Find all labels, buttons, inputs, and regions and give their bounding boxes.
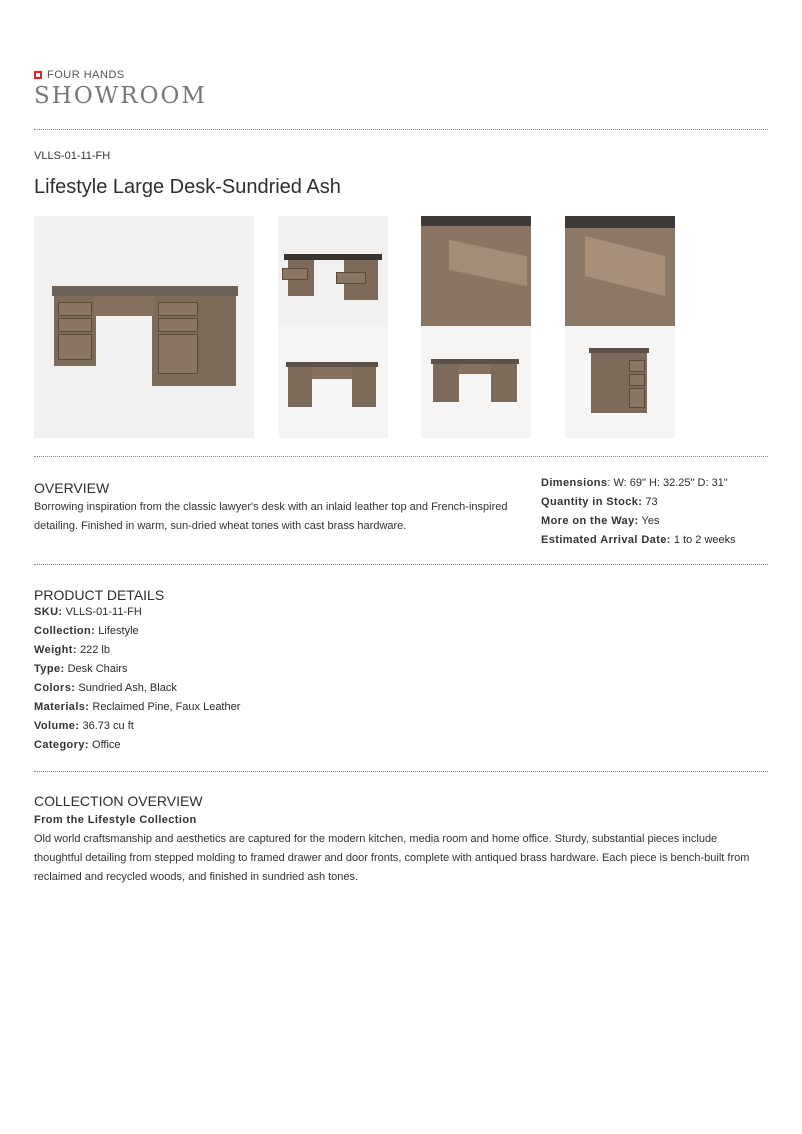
spec-dimensions xyxy=(541,474,771,493)
spec-value: 73 xyxy=(645,496,658,508)
details-list xyxy=(34,603,768,755)
detail-row xyxy=(34,717,768,736)
overview-heading: OVERVIEW xyxy=(34,480,110,496)
detail-label: Collection: xyxy=(34,625,96,637)
detail-label: Category: xyxy=(34,739,89,751)
product-image-tray-right[interactable] xyxy=(565,216,675,326)
detail-row xyxy=(34,641,768,660)
spec-value: 1 to 2 weeks xyxy=(673,534,736,546)
detail-label: Type: xyxy=(34,663,65,675)
detail-label: SKU: xyxy=(34,606,63,618)
spec-label: More on the Way: xyxy=(541,515,639,527)
detail-row xyxy=(34,603,768,622)
product-image-side[interactable] xyxy=(565,326,675,438)
detail-row xyxy=(34,698,768,717)
collection-text: Old world craftsmanship and aesthetics are captured for the modern kitchen, media room and home office. Sturdy, substantial pieces include thoughtful detailing from stepped molding to framed drawer and door fronts, complete with antiqued brass hardware. Each piece is bench-built from reclaimed and recycled woods, and finished in sundried ash tones. xyxy=(34,833,750,883)
product-image-front[interactable] xyxy=(278,326,388,438)
detail-row xyxy=(34,622,768,641)
detail-row xyxy=(34,660,768,679)
detail-value: Reclaimed Pine, Faux Leather xyxy=(92,701,241,713)
collection-section xyxy=(34,772,768,887)
spec-label: Estimated Arrival Date: xyxy=(541,534,671,546)
product-details-section xyxy=(34,565,768,771)
divider xyxy=(34,129,768,130)
page-title: Lifestyle Large Desk-Sundried Ash xyxy=(34,176,341,198)
specs-panel xyxy=(541,474,771,550)
brand-top xyxy=(34,69,768,81)
spec-value: : W: 69" H: 32.25" D: 31" xyxy=(607,477,728,489)
detail-value: Desk Chairs xyxy=(67,663,128,675)
spec-label: Dimensions xyxy=(541,477,608,489)
overview-text: Borrowing inspiration from the classic lawyer's desk with an inlaid leather top and French-inspired detailing. Finished in warm, sun-dried wheat tones with cast brass hardware. xyxy=(34,501,508,532)
detail-value: 36.73 cu ft xyxy=(82,720,134,732)
overview-section xyxy=(34,457,768,564)
product-image-tray-left[interactable] xyxy=(421,216,531,326)
brand-name: SHOWROOM xyxy=(34,83,207,109)
detail-value: Lifestyle xyxy=(98,625,139,637)
collection-heading: COLLECTION OVERVIEW xyxy=(34,793,203,809)
detail-value: VLLS-01-11-FH xyxy=(65,606,142,618)
detail-value: Office xyxy=(92,739,121,751)
collection-subheading: From the Lifestyle Collection xyxy=(34,814,197,826)
detail-label: Weight: xyxy=(34,644,77,656)
image-gallery xyxy=(34,216,768,438)
detail-value: 222 lb xyxy=(80,644,110,656)
spec-label: Quantity in Stock: xyxy=(541,496,643,508)
spec-more-on-way xyxy=(541,512,771,531)
detail-label: Volume: xyxy=(34,720,80,732)
brand-logo-icon xyxy=(34,71,42,79)
spec-quantity xyxy=(541,493,771,512)
product-image-drawers-open[interactable] xyxy=(278,216,388,326)
spec-arrival xyxy=(541,531,771,550)
spec-value: Yes xyxy=(641,515,660,527)
detail-value: Sundried Ash, Black xyxy=(78,682,177,694)
detail-label: Materials: xyxy=(34,701,90,713)
brand-top-label: FOUR HANDS xyxy=(47,69,125,81)
detail-row xyxy=(34,736,768,755)
page xyxy=(34,64,768,887)
detail-label: Colors: xyxy=(34,682,76,694)
product-image-back[interactable] xyxy=(421,326,531,438)
product-image-main[interactable] xyxy=(34,216,254,438)
details-heading: PRODUCT DETAILS xyxy=(34,587,165,603)
brand-header xyxy=(34,69,768,129)
detail-row xyxy=(34,679,768,698)
sku-line: VLLS-01-11-FH xyxy=(34,150,111,162)
